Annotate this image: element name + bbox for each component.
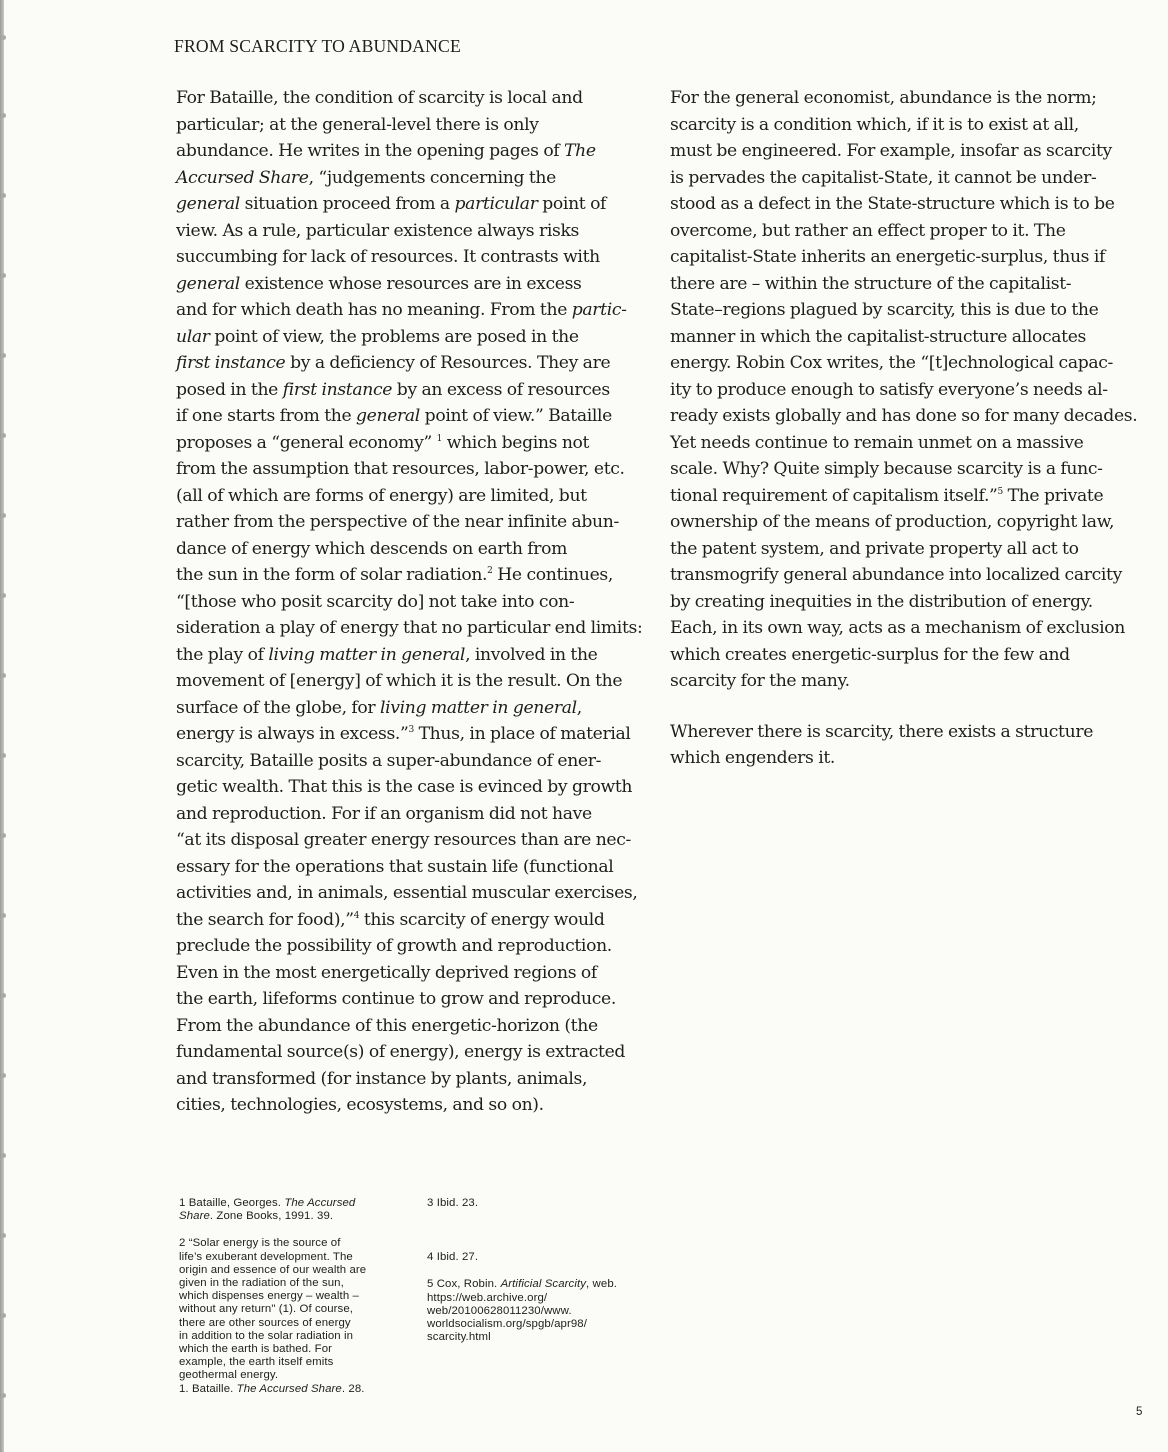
text-run: activities and, in animals, essential muscular exercises, bbox=[176, 883, 638, 903]
text-run: point of bbox=[537, 194, 607, 214]
text-run: and reproduction. For if an organism did not have bbox=[176, 803, 592, 824]
text-line bbox=[670, 191, 1150, 218]
footnote-line bbox=[179, 1251, 409, 1264]
binding-stitch bbox=[1, 273, 6, 278]
footnote-line bbox=[427, 1331, 657, 1344]
binding-stitch bbox=[1, 1073, 6, 1078]
text-line bbox=[176, 536, 656, 563]
text-line bbox=[176, 324, 656, 351]
paragraph bbox=[670, 85, 1150, 695]
text-line bbox=[670, 456, 1150, 483]
running-head: FROM SCARCITY TO ABUNDANCE bbox=[174, 36, 461, 56]
text-run: fundamental source(s) of energy), energy is extracted bbox=[176, 1042, 626, 1062]
text-run: preclude the possibility of growth and reproduction. bbox=[176, 936, 612, 956]
footnotes-right bbox=[427, 1197, 657, 1358]
binding-stitch bbox=[1, 753, 6, 758]
binding-stitch bbox=[1, 1313, 6, 1318]
footnote-line bbox=[179, 1330, 409, 1343]
footnote-line bbox=[427, 1292, 657, 1305]
text-run: He continues, bbox=[492, 565, 613, 585]
text-run: Yet needs continue to remain unmet on a massive bbox=[670, 432, 1084, 453]
paragraph bbox=[670, 719, 1150, 772]
footnote-line bbox=[179, 1277, 409, 1290]
text-run: , “judgements concerning the bbox=[308, 167, 556, 188]
text-line bbox=[670, 324, 1150, 351]
italic-text: The Accursed Share bbox=[236, 1382, 342, 1395]
text-run: abundance. He writes in the opening pages of bbox=[176, 141, 565, 161]
page-number: 5 bbox=[1136, 1406, 1143, 1418]
text-run: Even in the most energetically deprived regions of bbox=[176, 962, 597, 983]
text-line bbox=[176, 377, 656, 404]
footnotes-left bbox=[179, 1197, 409, 1410]
text-line bbox=[176, 986, 656, 1013]
text-run: For the general economist, abundance is the norm; bbox=[670, 88, 1097, 108]
binding-stitch bbox=[1, 833, 6, 838]
body-column-left bbox=[176, 85, 656, 1119]
text-line bbox=[176, 483, 656, 510]
text-line bbox=[176, 1013, 656, 1040]
footnote-reference: 2 bbox=[487, 566, 493, 576]
text-line bbox=[176, 218, 656, 245]
text-run: , bbox=[576, 697, 582, 718]
italic-text: partic- bbox=[571, 300, 627, 320]
text-run: which the earth is bathed. For bbox=[179, 1343, 333, 1356]
text-run: https://web.archive.org/ bbox=[427, 1291, 548, 1304]
text-run: particular; at the general-level there is only bbox=[176, 114, 539, 135]
footnote-line bbox=[179, 1317, 409, 1330]
text-line bbox=[176, 297, 656, 324]
text-line bbox=[670, 85, 1150, 112]
text-line bbox=[176, 880, 656, 907]
italic-text: general bbox=[176, 273, 240, 294]
italic-text: Accursed Share bbox=[176, 167, 309, 188]
text-line bbox=[176, 244, 656, 271]
text-run: rather from the perspective of the near infinite abun- bbox=[176, 512, 619, 532]
text-run: must be engineered. For example, insofar as scarcity bbox=[670, 141, 1112, 161]
footnote-line bbox=[179, 1343, 409, 1356]
footnote-line bbox=[427, 1318, 657, 1331]
text-run: essary for the operations that sustain life (functional bbox=[176, 856, 614, 877]
footnote-line bbox=[427, 1197, 657, 1210]
text-run: 5 Cox, Robin. bbox=[427, 1278, 501, 1291]
text-line bbox=[176, 165, 656, 192]
text-run: For Bataille, the condition of scarcity is local and bbox=[176, 88, 583, 108]
text-line bbox=[670, 745, 1150, 772]
text-line bbox=[670, 218, 1150, 245]
italic-text: first instance bbox=[176, 353, 286, 373]
text-run: Each, in its own way, acts as a mechanism of exclusion bbox=[670, 618, 1125, 638]
text-line bbox=[176, 854, 656, 881]
text-line bbox=[176, 350, 656, 377]
text-line bbox=[670, 138, 1150, 165]
text-line bbox=[670, 719, 1150, 746]
text-line bbox=[670, 165, 1150, 192]
text-line bbox=[670, 589, 1150, 616]
text-run: movement of [energy] of which it is the result. On the bbox=[176, 671, 623, 691]
binding-stitch bbox=[1, 1393, 6, 1398]
footnote-line bbox=[427, 1278, 657, 1291]
binding-stitch bbox=[1, 433, 6, 438]
text-run: this scarcity of energy would bbox=[359, 909, 605, 930]
text-run: stood as a defect in the State-structure which is to be bbox=[670, 194, 1115, 214]
text-run: Thus, in place of material bbox=[413, 724, 631, 744]
binding-stitch bbox=[1, 1153, 6, 1158]
text-run: by an excess of resources bbox=[392, 379, 610, 400]
binding-stitch bbox=[1, 913, 6, 918]
footnote-line bbox=[179, 1264, 409, 1277]
text-line bbox=[176, 138, 656, 165]
text-run: (all of which are forms of energy) are limited, but bbox=[176, 485, 587, 506]
italic-text: general bbox=[176, 194, 240, 214]
text-line bbox=[176, 1039, 656, 1066]
text-run: the search for food),” bbox=[176, 909, 354, 930]
text-run: by creating inequities in the distribution of energy. bbox=[670, 591, 1093, 612]
text-run: there are other sources of energy bbox=[179, 1316, 351, 1329]
text-line bbox=[176, 695, 656, 722]
text-run: 2 “Solar energy is the source of bbox=[179, 1237, 341, 1250]
text-run: situation proceed from a bbox=[239, 194, 455, 214]
text-line bbox=[670, 297, 1150, 324]
text-line bbox=[176, 430, 656, 457]
footnote-line bbox=[179, 1197, 409, 1210]
text-line bbox=[176, 615, 656, 642]
italic-text: Artificial Scarcity bbox=[500, 1278, 587, 1291]
text-line bbox=[176, 721, 656, 748]
text-line bbox=[176, 191, 656, 218]
text-run: tional requirement of capitalism itself.” bbox=[670, 485, 998, 506]
binding-stitch bbox=[1, 1233, 6, 1238]
text-line bbox=[670, 403, 1150, 430]
footnote-line bbox=[179, 1210, 409, 1223]
text-run: which dispenses energy – wealth – bbox=[179, 1290, 359, 1303]
text-line bbox=[176, 801, 656, 828]
text-run: the sun in the form of solar radiation. bbox=[176, 565, 488, 585]
text-run: Wherever there is scarcity, there exists a structure bbox=[670, 721, 1094, 742]
binding-stitch bbox=[1, 193, 6, 198]
footnote-line bbox=[427, 1305, 657, 1318]
text-line bbox=[670, 668, 1150, 695]
footnote bbox=[427, 1278, 657, 1344]
footnote-line bbox=[179, 1383, 409, 1396]
text-line bbox=[176, 960, 656, 987]
text-run: given in the radiation of the sun, bbox=[179, 1277, 344, 1290]
text-run: worldsocialism.org/spgb/apr98/ bbox=[427, 1318, 588, 1331]
binding-stitch bbox=[1, 513, 6, 518]
text-run: The private bbox=[1002, 485, 1104, 506]
binding-stitch bbox=[1, 113, 6, 118]
text-line bbox=[670, 509, 1150, 536]
footnote-line bbox=[179, 1369, 409, 1382]
text-run: point of view, the problems are posed in the bbox=[209, 326, 579, 347]
text-run: scale. Why? Quite simply because scarcity is a func- bbox=[670, 459, 1103, 479]
text-line bbox=[176, 933, 656, 960]
text-line bbox=[176, 907, 656, 934]
italic-text: general bbox=[356, 406, 420, 426]
text-run: there are – within the structure of the capitalist- bbox=[670, 273, 1072, 294]
text-line bbox=[176, 1066, 656, 1093]
footnote-reference: 3 bbox=[408, 725, 414, 735]
text-run: dance of energy which descends on earth from bbox=[176, 538, 568, 559]
text-line bbox=[670, 271, 1150, 298]
text-run: 3 Ibid. 23. bbox=[427, 1197, 479, 1209]
footnote bbox=[427, 1197, 657, 1210]
text-run: 1 Bataille, Georges. bbox=[179, 1197, 285, 1209]
text-run: surface of the globe, for bbox=[176, 697, 380, 718]
text-line bbox=[176, 642, 656, 669]
italic-text: first instance bbox=[282, 379, 393, 400]
text-run: and transformed (for instance by plants, animals, bbox=[176, 1068, 588, 1089]
text-run: 1. Bataille. bbox=[179, 1382, 237, 1395]
text-run: ownership of the means of production, copyright law, bbox=[670, 512, 1115, 532]
text-run: . Zone Books, 1991. 39. bbox=[209, 1210, 334, 1223]
text-line bbox=[670, 430, 1150, 457]
footnote-reference: 5 bbox=[997, 486, 1003, 497]
footnote-reference: 4 bbox=[353, 910, 360, 921]
italic-text: living matter in general bbox=[380, 697, 577, 718]
text-run: and for which death has no meaning. From the bbox=[176, 300, 572, 320]
text-line bbox=[670, 377, 1150, 404]
italic-text: Share bbox=[179, 1210, 210, 1223]
text-run: scarcity.html bbox=[427, 1331, 491, 1344]
italic-text: ular bbox=[176, 326, 210, 347]
binding-stitch bbox=[1, 673, 6, 678]
footnote-line bbox=[179, 1237, 409, 1250]
text-line bbox=[670, 615, 1150, 642]
text-line bbox=[670, 642, 1150, 669]
text-line bbox=[670, 112, 1150, 139]
text-run: from the assumption that resources, labor-power, etc. bbox=[176, 459, 625, 479]
text-run: scarcity for the many. bbox=[670, 671, 850, 691]
text-line bbox=[176, 668, 656, 695]
text-run: web/20100628011230/www. bbox=[427, 1304, 572, 1317]
text-run: the play of bbox=[176, 644, 269, 665]
footnote bbox=[179, 1197, 409, 1223]
text-line bbox=[176, 1092, 656, 1119]
text-run: energy is always in excess.” bbox=[176, 724, 409, 744]
text-run: proposes a “general economy” bbox=[176, 432, 437, 453]
text-run: example, the earth itself emits bbox=[179, 1356, 334, 1369]
text-run: which engenders it. bbox=[670, 748, 836, 768]
text-line bbox=[176, 85, 656, 112]
text-run: without any return" (1). Of course, bbox=[179, 1303, 354, 1316]
text-run: “[those who posit scarcity do] not take into con- bbox=[176, 591, 575, 612]
italic-text: The Accursed bbox=[284, 1197, 356, 1209]
text-run: scarcity is a condition which, if it is to exist at all, bbox=[670, 114, 1079, 135]
body-column-right bbox=[670, 85, 1150, 772]
text-run: the patent system, and private property all act to bbox=[670, 538, 1079, 559]
text-run: the earth, lifeforms continue to grow and reproduce. bbox=[176, 989, 616, 1009]
footnote-reference: 1 bbox=[436, 433, 442, 444]
paragraph-gap bbox=[670, 695, 1150, 719]
text-run: ready exists globally and has done so for many decades. bbox=[670, 406, 1138, 426]
text-line bbox=[670, 483, 1150, 510]
text-run: posed in the bbox=[176, 379, 283, 400]
text-line bbox=[670, 244, 1150, 271]
text-run: sideration a play of energy that no particular end limits: bbox=[176, 618, 643, 638]
footnote-line bbox=[179, 1356, 409, 1369]
text-run: scarcity, Bataille posits a super-abundance of ener- bbox=[176, 750, 602, 771]
text-line bbox=[176, 774, 656, 801]
text-run: , involved in the bbox=[465, 644, 598, 665]
text-run: which begins not bbox=[442, 432, 590, 453]
text-run: capitalist-State inherits an energetic-surplus, thus if bbox=[670, 247, 1106, 267]
italic-text: living matter in general bbox=[268, 644, 466, 665]
footnote bbox=[179, 1237, 409, 1395]
text-run: From the abundance of this energetic-horizon (the bbox=[176, 1015, 598, 1036]
text-line bbox=[176, 827, 656, 854]
text-line bbox=[176, 112, 656, 139]
text-run: . 28. bbox=[341, 1382, 365, 1395]
text-run: “at its disposal greater energy resources than are nec- bbox=[176, 830, 631, 850]
text-run: which creates energetic-surplus for the few and bbox=[670, 644, 1070, 665]
text-run: cities, technologies, ecosystems, and so on). bbox=[176, 1095, 544, 1115]
text-line bbox=[670, 562, 1150, 589]
text-run: getic wealth. That this is the case is evinced by growth bbox=[176, 777, 633, 797]
text-run: State–regions plagued by scarcity, this is due to the bbox=[670, 300, 1099, 320]
text-run: view. As a rule, particular existence always risks bbox=[176, 220, 580, 241]
text-line bbox=[670, 536, 1150, 563]
text-run: succumbing for lack of resources. It contrasts with bbox=[176, 247, 600, 267]
binding-stitch bbox=[1, 35, 6, 40]
text-run: life’s exuberant development. The bbox=[179, 1250, 353, 1263]
text-line bbox=[176, 748, 656, 775]
binding-stitch bbox=[1, 593, 6, 598]
footnote bbox=[427, 1251, 657, 1264]
text-line bbox=[176, 456, 656, 483]
binding-stitch bbox=[1, 353, 6, 358]
text-run: energy. Robin Cox writes, the “[t]echnological capac- bbox=[670, 353, 1113, 373]
footnote-line bbox=[179, 1290, 409, 1303]
text-line bbox=[176, 589, 656, 616]
text-line bbox=[176, 562, 656, 589]
text-run: point of view.” Bataille bbox=[419, 406, 612, 426]
italic-text: particular bbox=[454, 194, 538, 214]
text-run: , web. bbox=[586, 1278, 618, 1291]
footnote-line bbox=[179, 1303, 409, 1316]
text-run: origin and essence of our wealth are bbox=[179, 1263, 367, 1276]
text-run: if one starts from the bbox=[176, 406, 357, 426]
binding-stitch bbox=[1, 993, 6, 998]
text-run: in addition to the solar radiation in bbox=[179, 1329, 354, 1342]
text-line bbox=[176, 403, 656, 430]
text-run: is pervades the capitalist-State, it cannot be under- bbox=[670, 167, 1097, 188]
text-run: geothermal energy. bbox=[179, 1369, 279, 1382]
italic-text: The bbox=[564, 141, 596, 161]
text-line bbox=[176, 509, 656, 536]
text-run: existence whose resources are in excess bbox=[239, 273, 582, 294]
text-run: by a deficiency of Resources. They are bbox=[285, 353, 611, 373]
text-run: manner in which the capitalist-structure allocates bbox=[670, 326, 1086, 347]
text-line bbox=[176, 271, 656, 298]
text-run: ity to produce enough to satisfy everyone’s needs al- bbox=[670, 379, 1108, 400]
footnote-line bbox=[427, 1251, 657, 1264]
text-line bbox=[670, 350, 1150, 377]
text-run: transmogrify general abundance into localized carcity bbox=[670, 565, 1122, 585]
text-run: 4 Ibid. 27. bbox=[427, 1251, 479, 1264]
text-run: overcome, but rather an effect proper to it. The bbox=[670, 220, 1066, 241]
